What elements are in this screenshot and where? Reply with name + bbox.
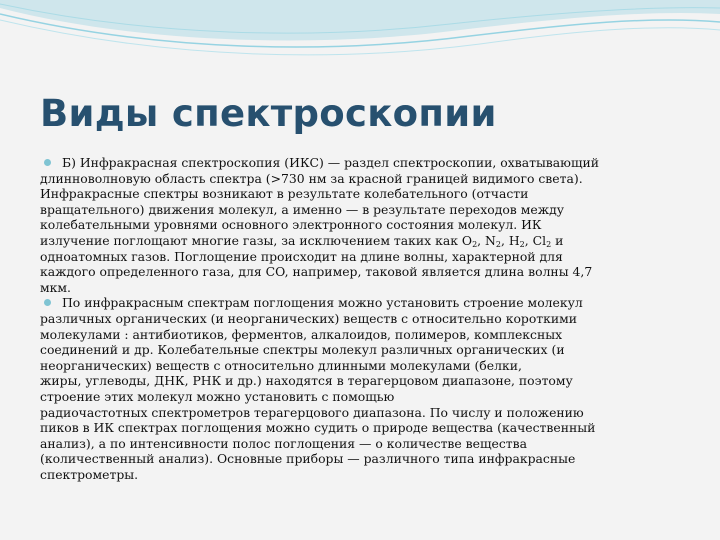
subscript: 2 <box>546 239 552 249</box>
text-segment: , N <box>477 232 496 248</box>
subscript: 2 <box>472 239 478 249</box>
text-line: анализ), а по интенсивности полос поглощения — о количестве вещества <box>40 435 527 451</box>
text-segment: и <box>551 232 564 248</box>
text-line: По инфракрасным спектрам поглощения можно установить строение молекул <box>62 295 583 311</box>
text-line: жиры, углеводы, ДНК, РНК и др.) находятся в терагерцовом диапазоне, поэтому <box>40 373 573 389</box>
text-line: Б) Инфракрасная спектроскопия (ИКС) — раздел спектроскопии, охватывающий <box>62 155 599 170</box>
text-line: спектрометры. <box>40 466 139 482</box>
text-line: Инфракрасные спектры возникают в результате колебательного (отчасти <box>40 186 529 202</box>
text-line: строение этих молекул можно установить с помощью <box>40 388 395 404</box>
slide-title: Виды спектроскопии <box>40 92 497 135</box>
content <box>40 155 680 482</box>
text-segment: , Cl <box>524 232 547 248</box>
bullet-paragraph <box>40 155 680 295</box>
subscript: 2 <box>495 239 501 249</box>
text-line: (количественный анализ). Основные приборы — различного типа инфракрасные <box>40 451 576 467</box>
text-line: одноатомных газов. Поглощение происходит на длине волны, характерной для <box>40 248 563 264</box>
text-line: соединений и др. Колебательные спектры молекул различных органических (и <box>40 342 565 358</box>
text-line: колебательными уровнями основного электронного состояния молекул. ИК <box>40 217 542 233</box>
text-line: длинноволновую область спектра (>730 нм за красной границей видимого света). <box>40 170 583 186</box>
text-segment: излучение поглощают многие газы, за исключением таких как O <box>40 232 473 248</box>
text-segment: , H <box>500 232 520 248</box>
text-line: пиков в ИК спектрах поглощения можно судить о природе вещества (качественный <box>40 420 596 436</box>
text-line: вращательного) движения молекул, а именно — в результате переходов между <box>40 201 565 217</box>
text-line: мкм. <box>40 279 71 295</box>
text-line: неорганических) веществ с относительно длинными молекулами (белки, <box>40 357 522 373</box>
text-line: каждого определенного газа, для CO, например, таковой является длина волны 4,7 <box>40 264 593 280</box>
text-line <box>40 233 680 249</box>
bullet-icon <box>44 159 51 166</box>
subscript: 2 <box>519 239 525 249</box>
text-line: различных органических (и неорганических) веществ с относительно короткими <box>40 310 578 326</box>
bullet-paragraph <box>40 295 680 482</box>
text-line: радиочастотных спектрометров терагерцового диапазона. По числу и положению <box>40 404 584 420</box>
decorative-wave <box>0 0 720 70</box>
text-line: молекулами : антибиотиков, ферментов, алкалоидов, полимеров, комплексных <box>40 326 563 342</box>
